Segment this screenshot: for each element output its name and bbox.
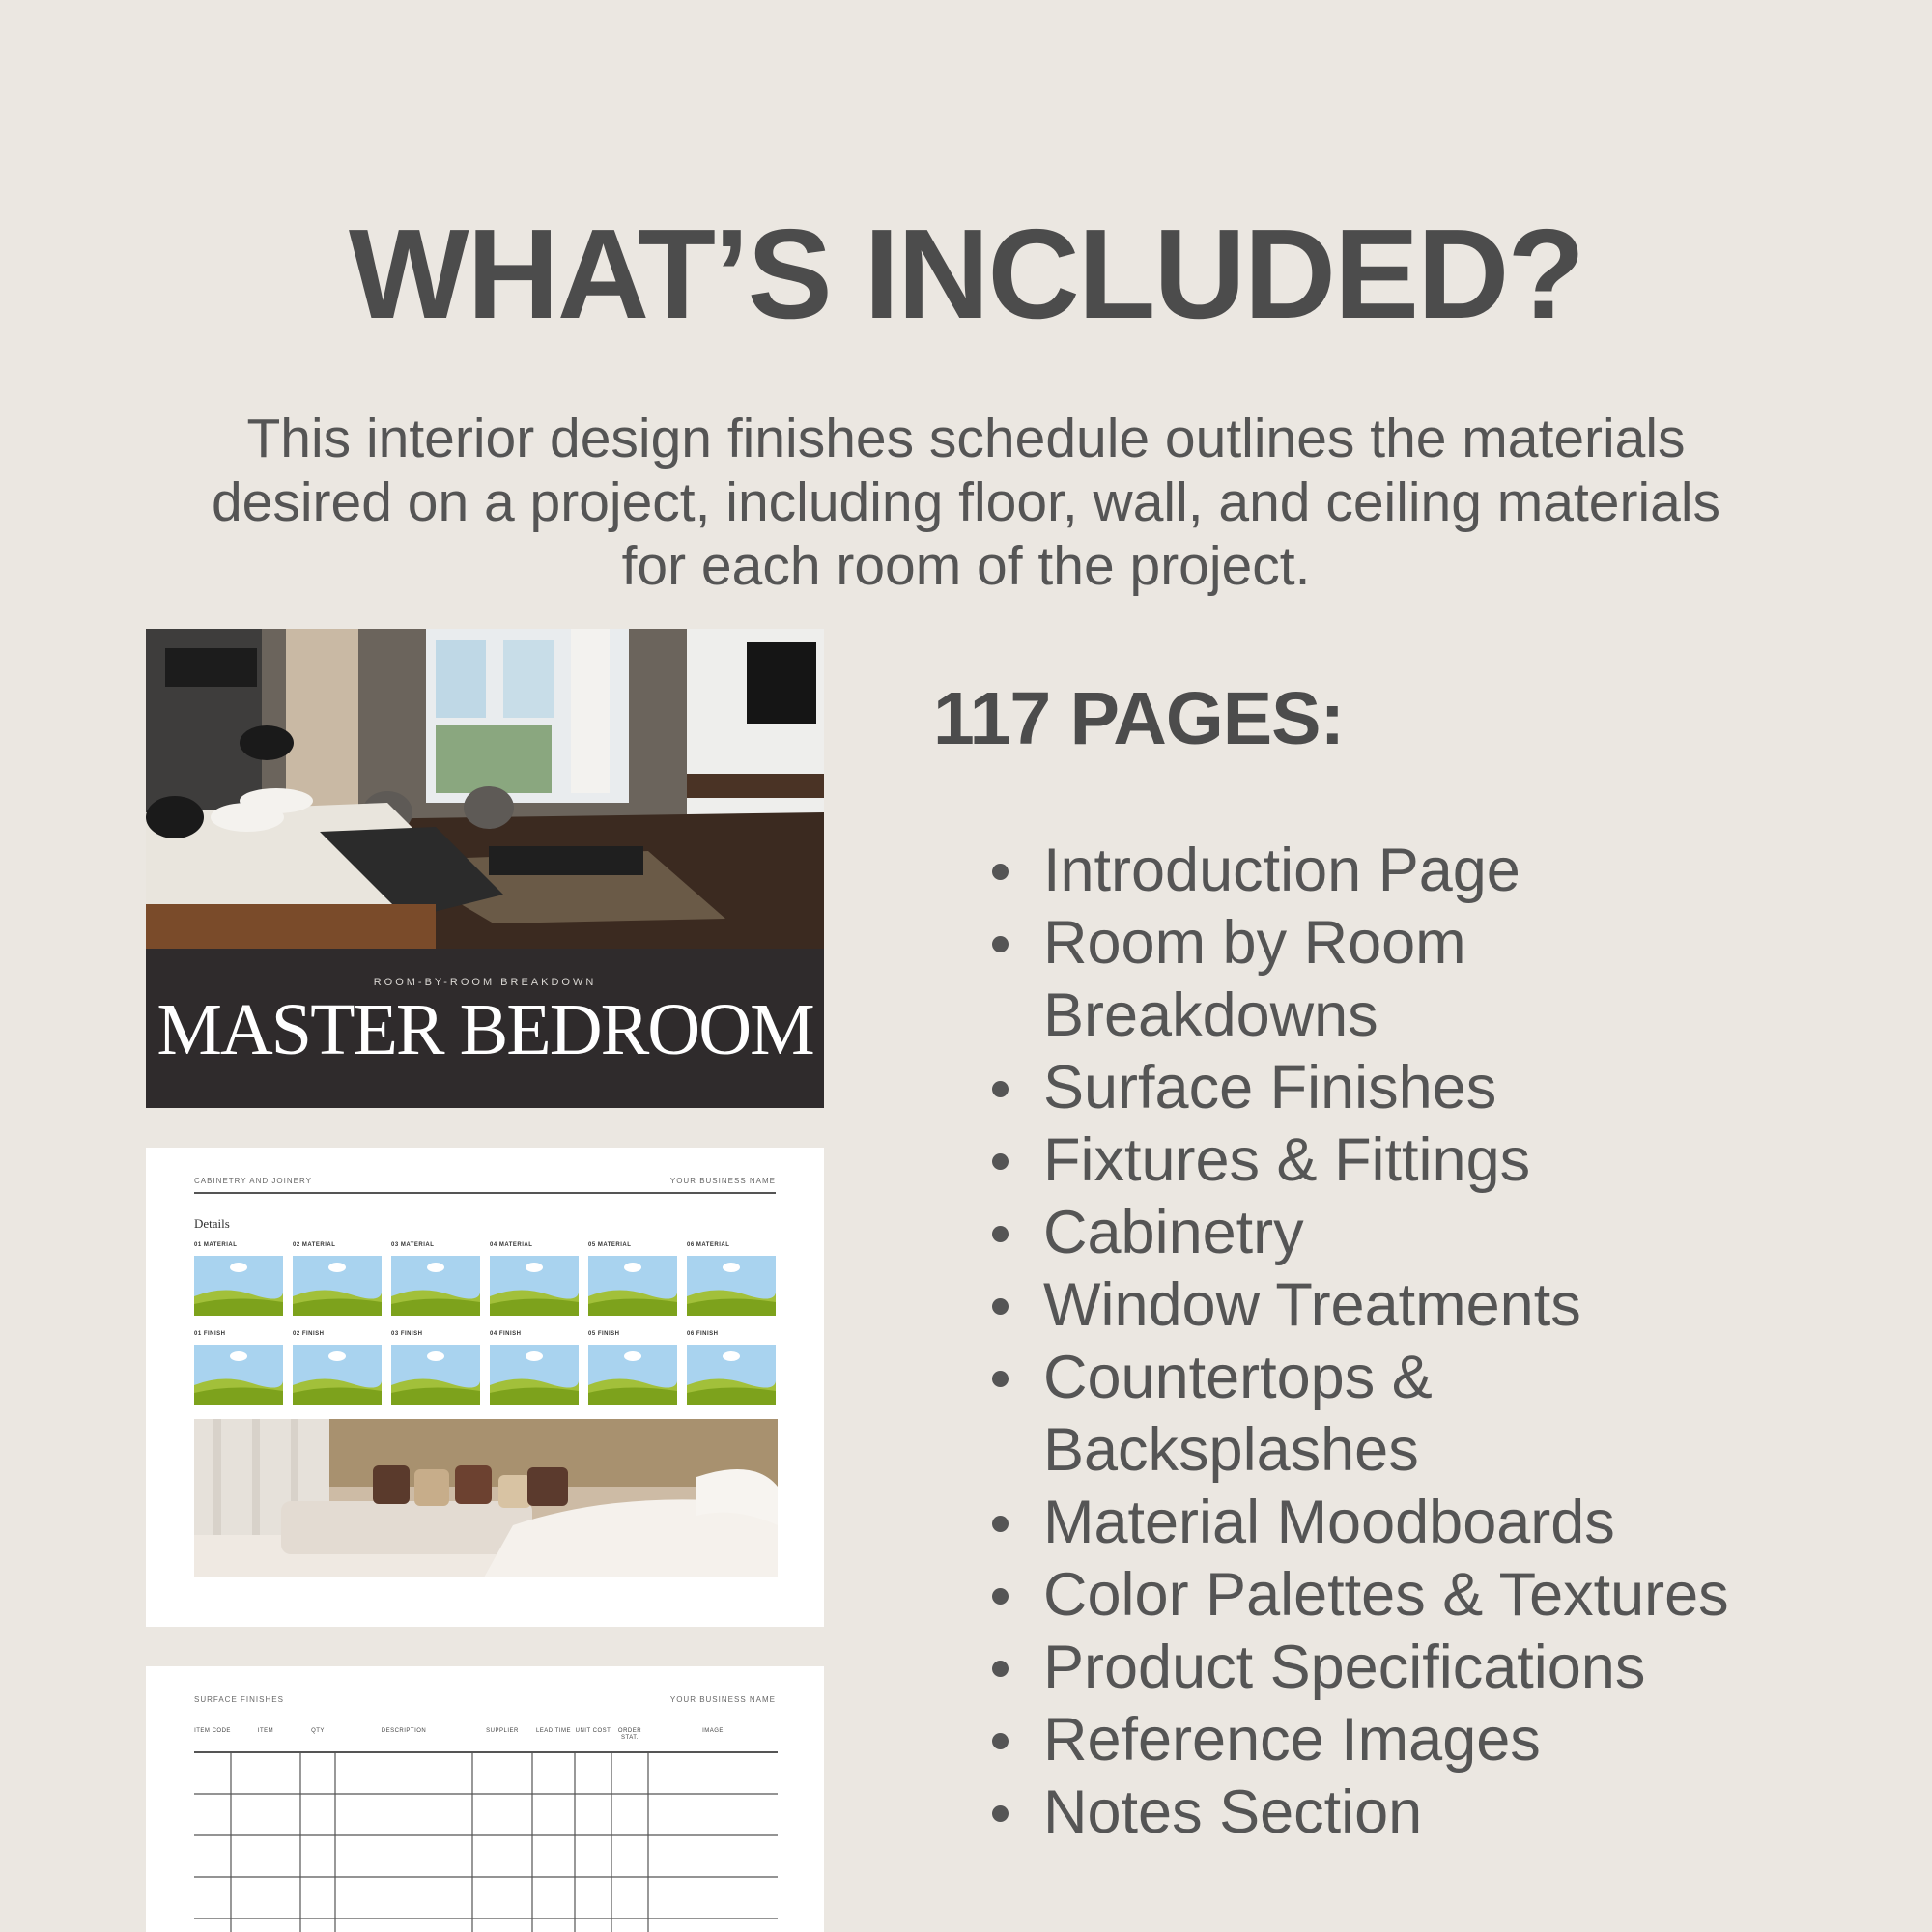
list-item [1043, 1052, 1913, 1124]
master-bedroom-preview [146, 629, 824, 1108]
placeholder-image-icon [293, 1345, 382, 1405]
feature-label: Fixtures & Fittings [1043, 1126, 1531, 1194]
cabinetry-section-label: CABINETRY AND JOINERY [194, 1177, 312, 1185]
finish-swatch [687, 1331, 776, 1405]
finish-label: 02 FINISH [293, 1331, 325, 1337]
list-item [1043, 1269, 1913, 1342]
feature-label: Cabinetry [1043, 1199, 1304, 1266]
list-item [1043, 1197, 1913, 1269]
feature-label: Product Specifications [1043, 1634, 1646, 1701]
cabinetry-preview [146, 1148, 824, 1627]
list-item [1043, 1632, 1913, 1704]
material-label: 01 MATERIAL [194, 1242, 238, 1248]
bullet-icon [992, 864, 1009, 880]
feature-label: Surface Finishes [1043, 1054, 1497, 1122]
living-room-photo [194, 1419, 778, 1577]
bullet-icon [992, 1805, 1009, 1822]
bullet-icon [992, 1371, 1009, 1387]
material-swatch [588, 1242, 677, 1316]
table-header-cell: SUPPLIER [486, 1728, 519, 1734]
finish-swatch [391, 1331, 480, 1405]
placeholder-image-icon [687, 1256, 776, 1316]
bullet-icon [992, 1733, 1009, 1749]
table-header-cell: ITEM CODE [194, 1728, 231, 1734]
surface-finishes-preview [146, 1666, 824, 1932]
finish-label: 06 FINISH [687, 1331, 719, 1337]
table-header-cell: DESCRIPTION [381, 1728, 427, 1734]
placeholder-image-icon [194, 1345, 283, 1405]
bullet-icon [992, 936, 1009, 952]
list-item [1043, 1776, 1913, 1849]
surface-section-label: SURFACE FINISHES [194, 1695, 284, 1704]
placeholder-image-icon [687, 1345, 776, 1405]
cabinetry-business-name: YOUR BUSINESS NAME [669, 1177, 776, 1185]
feature-label: Color Palettes & Textures [1043, 1561, 1729, 1629]
finish-swatch [588, 1331, 677, 1405]
bullet-icon [992, 1588, 1009, 1605]
list-item [1043, 1559, 1913, 1632]
feature-label: Countertops & Backsplashes [1043, 1344, 1433, 1484]
finish-swatch-row [194, 1331, 776, 1405]
surface-business-name: YOUR BUSINESS NAME [669, 1695, 776, 1704]
table-header-cell: ITEM [257, 1728, 274, 1734]
list-item [1043, 1342, 1584, 1487]
finishes-table [194, 1728, 778, 1932]
table-header-cell: LEAD TIME [535, 1728, 572, 1734]
bullet-icon [992, 1153, 1009, 1170]
list-item [1043, 1704, 1913, 1776]
bullet-icon [992, 1661, 1009, 1677]
page-headline: WHAT’S INCLUDED? [348, 203, 1584, 346]
material-label: 06 MATERIAL [687, 1242, 730, 1248]
feature-label: Room by Room Breakdowns [1043, 909, 1466, 1049]
material-swatch [391, 1242, 480, 1316]
table-header-cell: IMAGE [702, 1728, 724, 1734]
material-label: 03 MATERIAL [391, 1242, 435, 1248]
finish-swatch [293, 1331, 382, 1405]
bullet-icon [992, 1226, 1009, 1242]
table-grid [194, 1751, 778, 1932]
table-header-cell: UNIT COST [575, 1728, 611, 1734]
material-swatch-row [194, 1242, 776, 1316]
placeholder-image-icon [490, 1256, 579, 1316]
placeholder-image-icon [588, 1256, 677, 1316]
placeholder-image-icon [194, 1256, 283, 1316]
placeholder-image-icon [490, 1345, 579, 1405]
bullet-icon [992, 1298, 1009, 1315]
table-header-cell: QTY [311, 1728, 325, 1734]
finish-label: 01 FINISH [194, 1331, 226, 1337]
material-label: 02 MATERIAL [293, 1242, 336, 1248]
list-item [1043, 1124, 1913, 1197]
list-item [1043, 835, 1913, 907]
finish-label: 03 FINISH [391, 1331, 423, 1337]
material-label: 05 MATERIAL [588, 1242, 632, 1248]
finish-swatch [490, 1331, 579, 1405]
feature-label: Window Treatments [1043, 1271, 1581, 1339]
feature-list [1043, 835, 1913, 1849]
details-title: Details [194, 1216, 230, 1231]
material-label: 04 MATERIAL [490, 1242, 533, 1248]
pages-heading: 117 PAGES: [933, 677, 1345, 760]
list-item [1043, 1487, 1913, 1559]
placeholder-image-icon [293, 1256, 382, 1316]
bullet-icon [992, 1081, 1009, 1097]
finish-label: 05 FINISH [588, 1331, 620, 1337]
placeholder-image-icon [391, 1345, 480, 1405]
bedroom-kicker: ROOM-BY-ROOM BREAKDOWN [373, 977, 597, 988]
bedroom-title: MASTER BEDROOM [156, 989, 813, 1070]
cabinetry-header [194, 1177, 776, 1194]
feature-label: Notes Section [1043, 1778, 1423, 1846]
feature-label: Reference Images [1043, 1706, 1541, 1774]
list-item [1043, 907, 1584, 1052]
bedroom-photo [146, 629, 824, 949]
feature-label: Material Moodboards [1043, 1489, 1615, 1556]
material-swatch [490, 1242, 579, 1316]
intro-paragraph: This interior design finishes schedule outlines the materials desired on a project, including floor, wall, and ceiling materials for each room of the project. [211, 408, 1721, 597]
finish-label: 04 FINISH [490, 1331, 522, 1337]
placeholder-image-icon [588, 1345, 677, 1405]
table-header-cell: ORDER STAT. [617, 1728, 642, 1741]
bullet-icon [992, 1516, 1009, 1532]
material-swatch [194, 1242, 283, 1316]
placeholder-image-icon [391, 1256, 480, 1316]
material-swatch [293, 1242, 382, 1316]
surface-header [194, 1695, 776, 1711]
feature-label: Introduction Page [1043, 837, 1520, 904]
finish-swatch [194, 1331, 283, 1405]
material-swatch [687, 1242, 776, 1316]
